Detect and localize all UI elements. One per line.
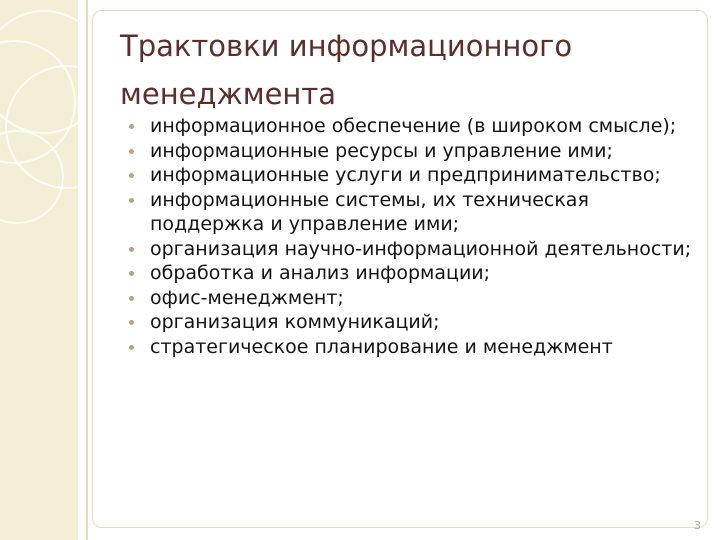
bullet-text: информационные ресурсы и управление ими; (150, 139, 613, 162)
bullet-text: офис-менеджмент; (150, 286, 344, 309)
bullet-text: стратегическое планирование и менеджмент (150, 335, 613, 358)
bullet-item (125, 261, 700, 286)
bullet-dot-icon (129, 247, 134, 252)
bullet-text: информационные системы, их техническая поддержка и управление ими; (150, 188, 589, 235)
bullet-item (125, 310, 700, 335)
bullet-text: организация коммуникаций; (150, 311, 440, 333)
bullet-item (125, 286, 700, 311)
bullet-dot-icon (129, 271, 134, 276)
bullet-dot-icon (129, 296, 134, 301)
bullet-dot-icon (129, 124, 134, 129)
slide-title: Трактовки информационного менеджмента (120, 29, 573, 111)
bullet-dot-icon (129, 345, 134, 350)
side-divider (86, 0, 88, 540)
bullet-text: организация научно-информационной деятельности; (150, 237, 692, 260)
bullet-list (125, 114, 700, 359)
bullet-item (125, 237, 700, 262)
slide-number: 3 (694, 519, 701, 532)
bullet-item (125, 163, 700, 188)
bullet-item (125, 188, 700, 237)
bullet-item (125, 335, 700, 360)
decorative-side-band (0, 0, 78, 540)
bullet-dot-icon (129, 149, 134, 154)
bullet-text: информационное обеспечение (в широком смысле); (150, 115, 677, 137)
bullet-item (125, 114, 700, 139)
bullet-dot-icon (129, 320, 134, 325)
bullet-text: обработка и анализ информации; (150, 262, 491, 284)
bullet-item (125, 139, 700, 164)
bullet-dot-icon (129, 198, 134, 203)
bullet-dot-icon (129, 173, 134, 178)
bullet-text: информационные услуги и предпринимательство; (150, 164, 661, 186)
